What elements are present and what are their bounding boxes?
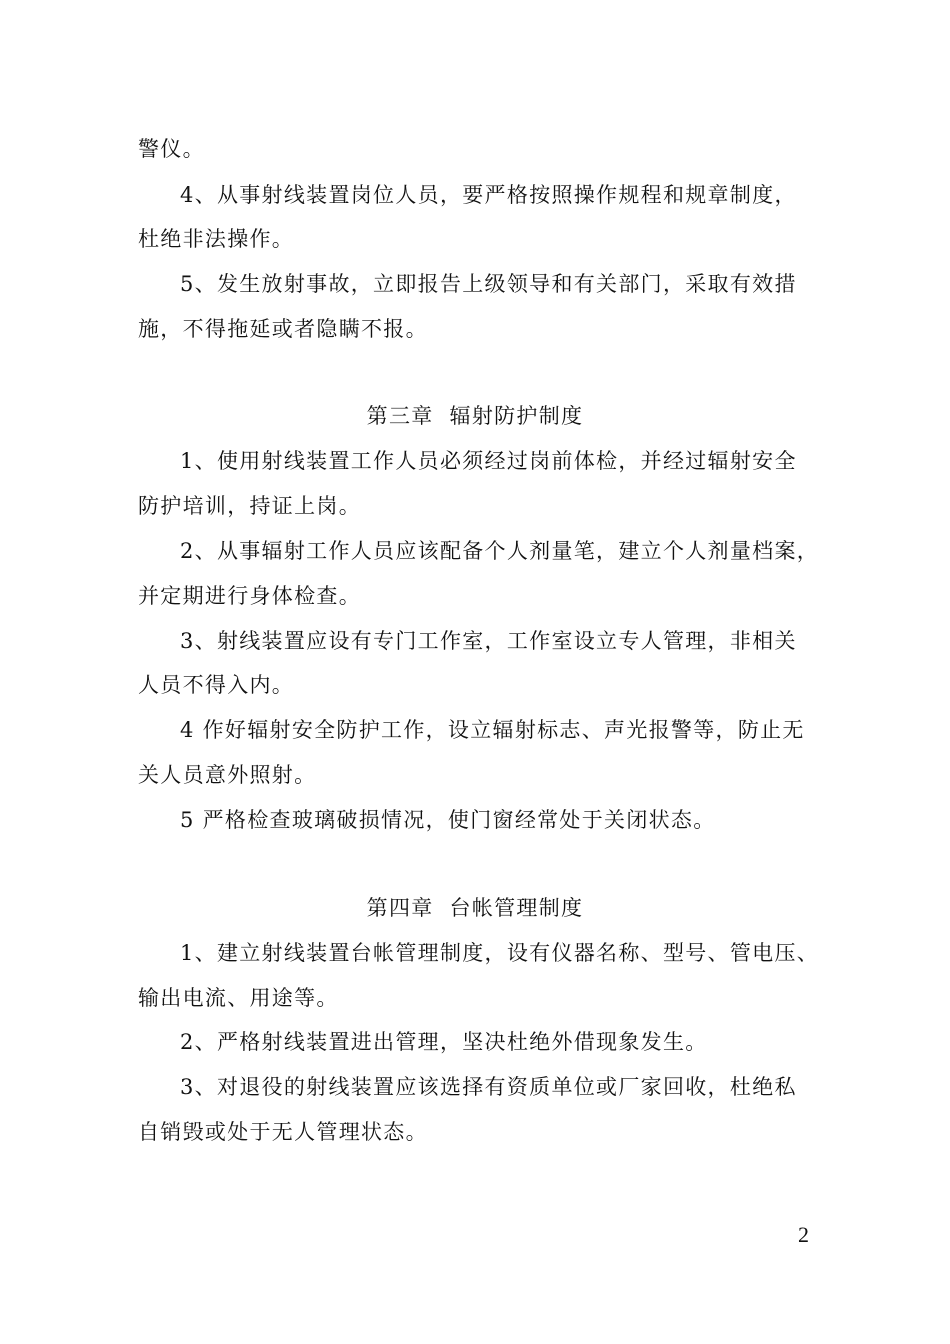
paragraph-line: 施，不得拖延或者隐瞒不报。 [138, 317, 428, 341]
paragraph-line: 并定期进行身体检查。 [138, 584, 361, 608]
page-number: 2 [798, 1222, 809, 1247]
paragraph-line: 4、从事射线装置岗位人员，要严格按照操作规程和规章制度， [180, 183, 797, 207]
paragraph-line: 2、严格射线装置进出管理，坚决杜绝外借现象发生。 [180, 1030, 708, 1054]
paragraph-line: 3、射线装置应设有专门工作室，工作室设立专人管理，非相关 [180, 629, 797, 653]
paragraph-line: 5、发生放射事故，立即报告上级领导和有关部门，采取有效措 [180, 272, 797, 296]
chapter-three-heading: 第三章 辐射防护制度 [366, 404, 584, 428]
paragraph-line: 输出电流、用途等。 [138, 986, 339, 1010]
paragraph-line: 3、对退役的射线装置应该选择有资质单位或厂家回收，杜绝私 [180, 1075, 797, 1099]
paragraph-line: 杜绝非法操作。 [138, 227, 295, 251]
paragraph-line: 4 作好辐射安全防护工作，设立辐射标志、声光报警等，防止无 [180, 718, 805, 742]
paragraph-line: 警仪。 [138, 137, 205, 161]
paragraph-line: 2、从事辐射工作人员应该配备个人剂量笔，建立个人剂量档案， [180, 539, 820, 563]
paragraph-line: 防护培训，持证上岗。 [138, 494, 361, 518]
paragraph-line: 自销毁或处于无人管理状态。 [138, 1120, 428, 1144]
paragraph-line: 1、使用射线装置工作人员必须经过岗前体检，并经过辐射安全 [180, 449, 797, 473]
paragraph-line: 1、建立射线装置台帐管理制度，设有仪器名称、型号、管电压、 [180, 941, 820, 965]
paragraph-line: 5 严格检查玻璃破损情况，使门窗经常处于关闭状态。 [180, 808, 716, 832]
paragraph-line: 人员不得入内。 [138, 673, 295, 697]
chapter-four-heading: 第四章 台帐管理制度 [366, 896, 584, 920]
paragraph-line: 关人员意外照射。 [138, 763, 317, 787]
